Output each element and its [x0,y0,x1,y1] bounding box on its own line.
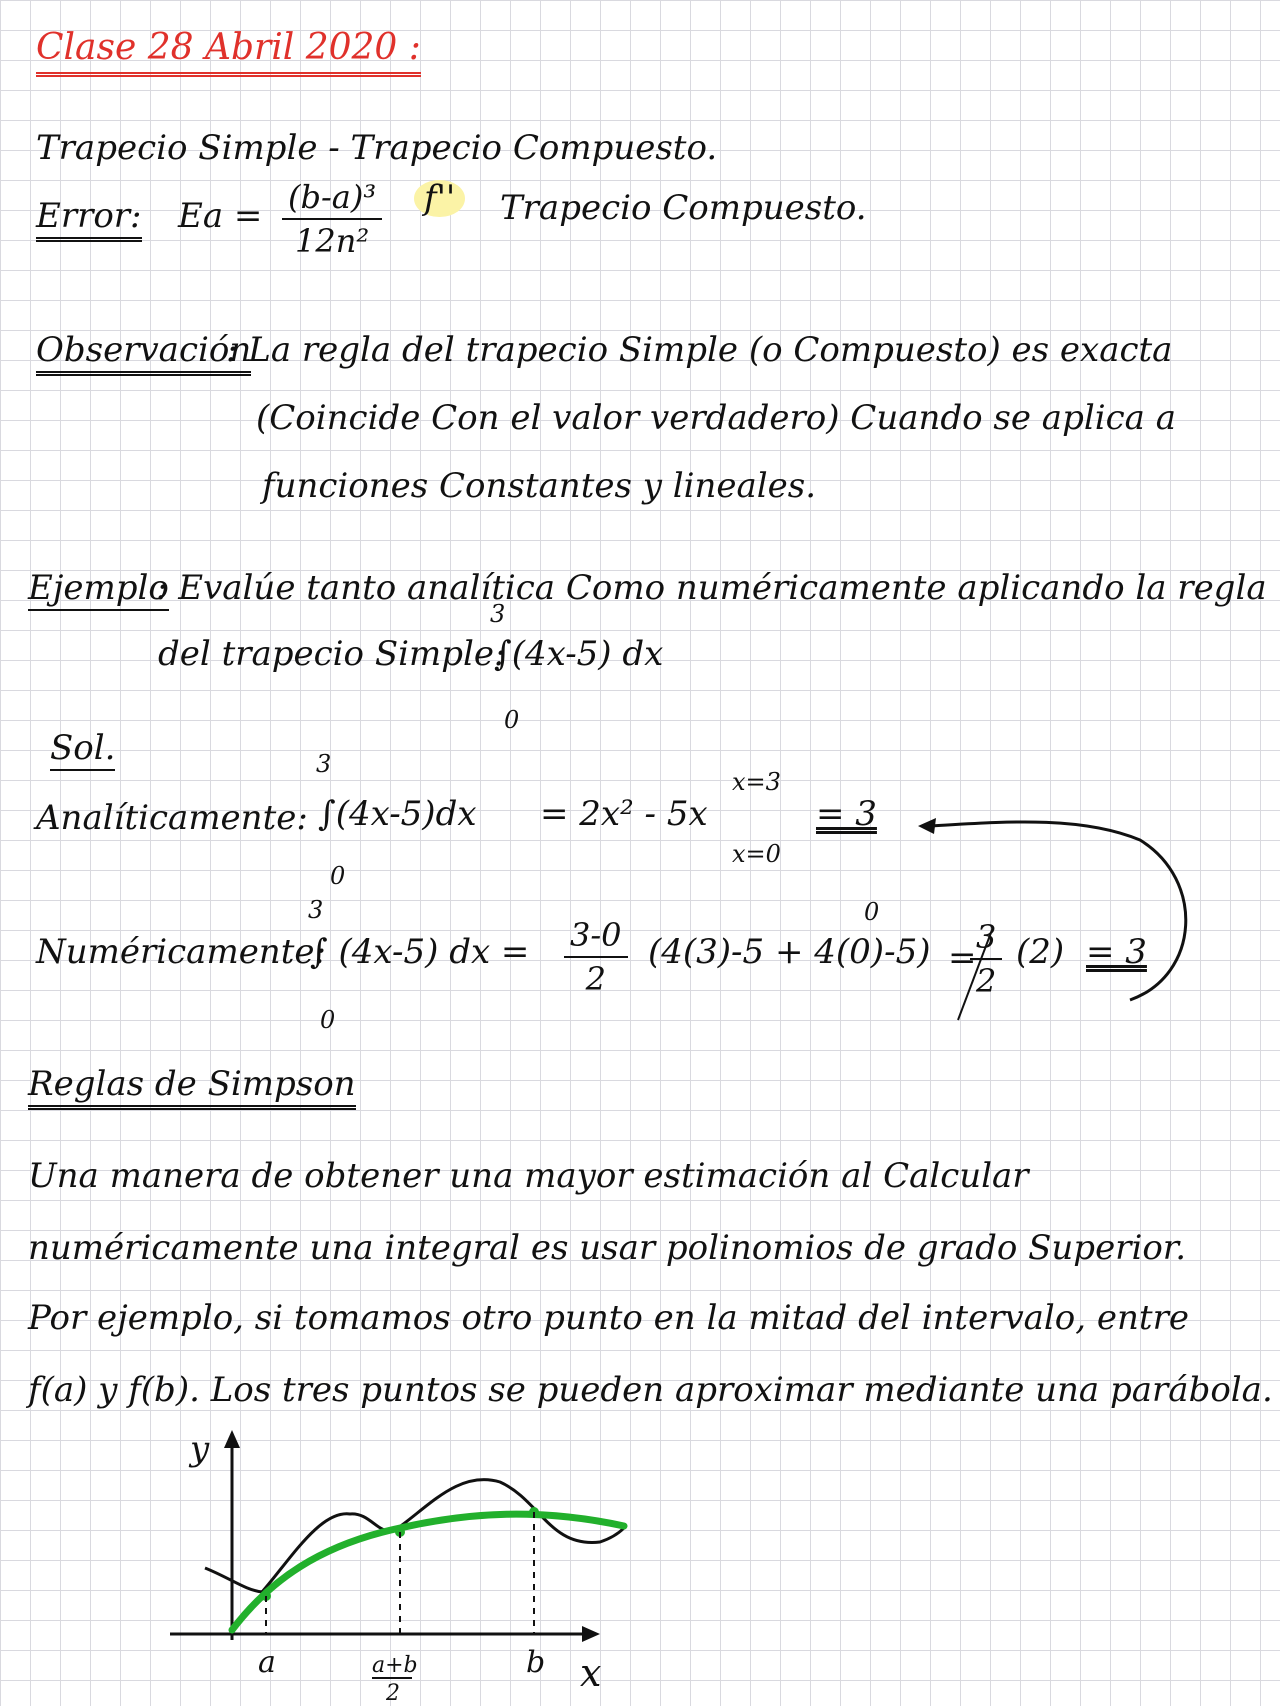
simpson-para1: Una manera de obtener una mayor estimación al Calcular [28,1156,1029,1196]
graph-mid-den: 2 [386,1681,400,1706]
function-curve [205,1480,624,1592]
num-fraction-numerator: 3-0 [564,916,628,958]
error-fpp: f'' [414,180,465,217]
num-paren2: (2) [1016,932,1065,972]
num-paren: (4(3)-5 + 4(0)-5) [648,932,931,972]
ejemplo-line2: del trapecio Simple: [158,634,506,674]
observacion-label: Observación [36,332,251,376]
simpson-para2: numéricamente una integral es usar polinomios de grado Superior. [28,1228,1187,1268]
anal-eval: = 2x² - 5x [540,794,708,834]
connector-arrow [930,822,1186,1000]
graph-a-label: a [258,1645,276,1680]
y-axis-arrowhead [224,1430,240,1448]
error-denominator: 12n² [295,222,370,260]
anal-result: = 3 [816,794,877,834]
graph-y-label: y [190,1429,210,1469]
parabola-curve [232,1514,624,1630]
num-eq: = [948,938,977,978]
num-fraction-denominator: 2 [585,960,606,998]
num-result: = 3 [1086,932,1147,972]
anal-upper-limit: 3 [316,750,332,778]
simpson-para3: Por ejemplo, si tomamos otro punto en la mitad del intervalo, entre [28,1298,1189,1338]
anal-integral: ∫(4x-5)dx [318,794,477,834]
ejemplo-lower-limit: 0 [504,706,520,734]
observacion-line1: : La regla del trapecio Simple (o Compuesto) es exacta [226,330,1173,370]
error-lhs: Ea = [178,196,263,236]
simpson-para4: f(a) y f(b). Los tres puntos se pueden aproximar mediante una parábola. [28,1370,1273,1410]
ejemplo-line1: : Evalúe tanto analítica Como numéricamente aplicando la regla [156,568,1267,608]
num-fraction2-denominator: 2 [976,962,997,1000]
anal-eval-top: x=3 [732,768,781,796]
ejemplo-upper-limit: 3 [490,600,506,628]
simpson-heading: Reglas de Simpson [28,1066,356,1110]
x-axis-arrowhead [582,1626,600,1642]
sol-label: Sol. [50,730,115,771]
graph-x-label: x [580,1651,602,1695]
graph-b-label: b [526,1645,546,1680]
graph-mid-num: a+b [372,1653,418,1678]
analiticamente-label: Analíticamente: [36,798,308,838]
error-numerator: (b-a)³ [282,178,382,220]
error-desc: Trapecio Compuesto. [500,188,867,228]
observacion-line3: funciones Constantes y lineales. [262,466,817,506]
numericamente-label: Numéricamente: [36,932,326,972]
error-label: Error: [36,198,142,242]
num-zero-note: 0 [864,898,880,926]
strike-mark [958,930,992,1020]
num-lower-limit: 0 [320,1006,336,1034]
num-fraction2-numerator: 3 [970,918,1002,960]
ejemplo-integral: ∫(4x-5) dx [494,634,664,674]
num-integral: ∫ (4x-5) dx = [310,932,530,972]
anal-eval-bottom: x=0 [732,840,781,868]
ejemplo-label: Ejemplo [28,570,169,611]
topic-line: Trapecio Simple - Trapecio Compuesto. [36,128,718,168]
num-upper-limit: 3 [308,896,324,924]
observacion-line2: (Coincide Con el valor verdadero) Cuando se aplica a [256,398,1176,438]
anal-lower-limit: 0 [330,862,346,890]
connector-arrowhead [918,818,936,834]
page-title: Clase 28 Abril 2020 : [36,28,421,77]
